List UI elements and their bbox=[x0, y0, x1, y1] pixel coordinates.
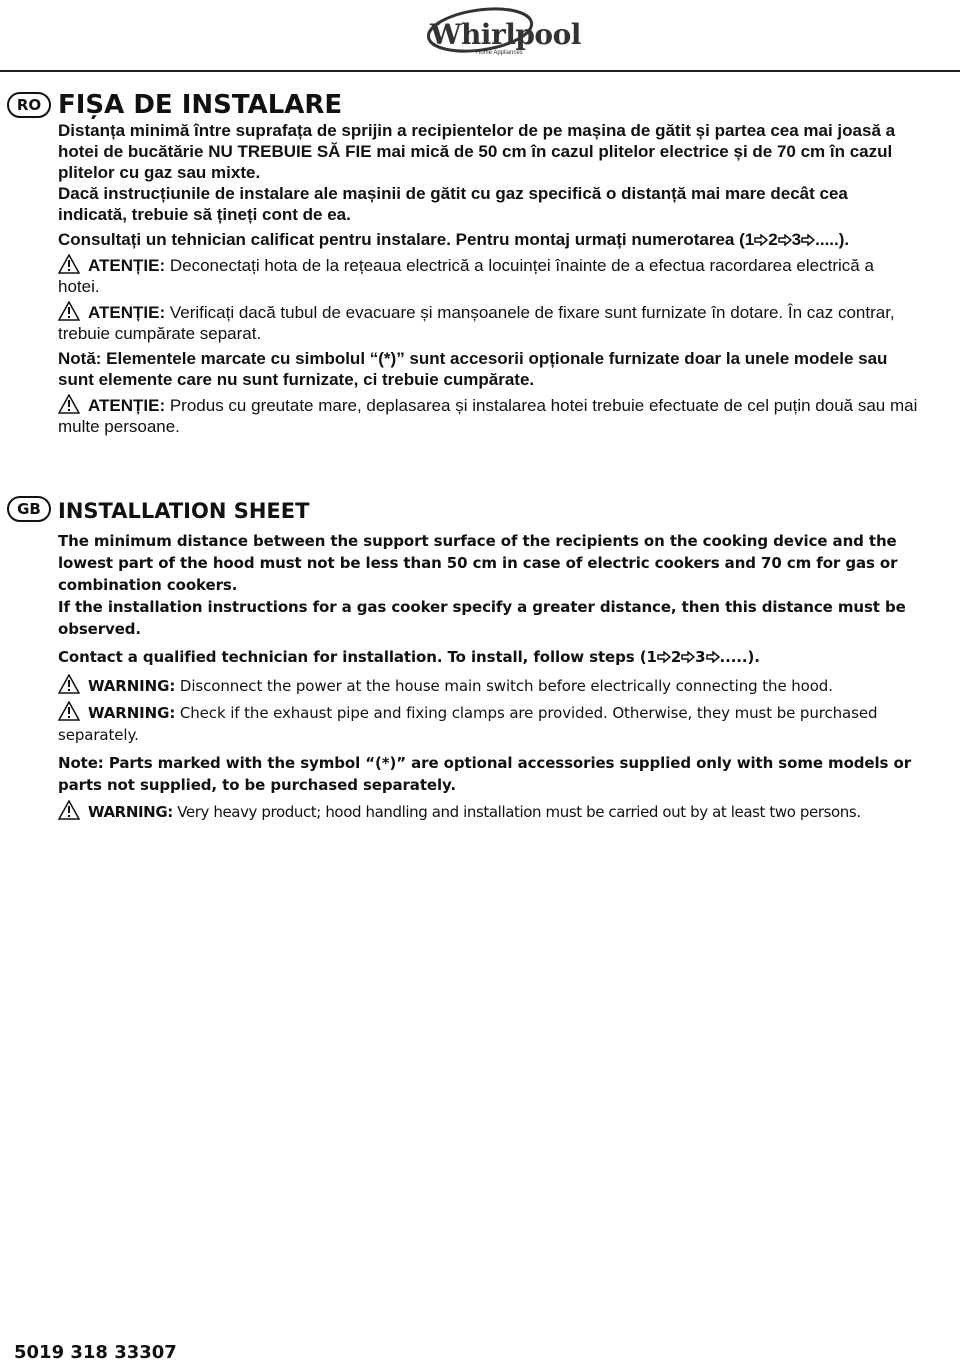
warning-triangle-icon bbox=[58, 254, 80, 274]
arrow-right-icon bbox=[801, 234, 815, 246]
ro-paragraph-technician: Consultați un tehnician calificat pentru instalare. Pentru montaj urmați numerotarea (1 2 3 .....). bbox=[58, 230, 850, 249]
section-gb bbox=[58, 496, 918, 823]
whirlpool-logo bbox=[420, 2, 581, 68]
section-title-gb: INSTALLATION SHEET bbox=[58, 499, 310, 523]
gb-warning-disconnect: WARNING: Disconnect the power at the house main switch before electrically connecting the hood. bbox=[58, 674, 918, 697]
gb-paragraph-distance: The minimum distance between the support surface of the recipients on the cooking device and the lowest part of the hood must not be less than 50 cm in case of electric cookers and 70 cm for gas or combination cookers. bbox=[58, 532, 898, 594]
gb-note: Note: Parts marked with the symbol “(*)” are optional accessories supplied only with some models or parts not supplied, to be purchased separately. bbox=[58, 754, 911, 794]
logo-tagline: Home Appliances bbox=[476, 50, 523, 56]
warning-triangle-icon bbox=[58, 301, 80, 321]
document-code: 5019 318 33307 bbox=[14, 1342, 177, 1363]
warning-triangle-icon bbox=[58, 701, 80, 721]
warning-triangle-icon bbox=[58, 800, 80, 820]
header bbox=[0, 0, 960, 72]
ro-paragraph-gas: Dacă instrucțiunile de instalare ale mașinii de gătit cu gaz specifică o distanță mai mare decât cea indicată, trebuie să țineți cont de ea. bbox=[58, 184, 848, 224]
ro-paragraph-distance: Distanța minimă între suprafața de sprijin a recipientelor de pe mașina de gătit și partea cea mai joasă a hotei de bucătărie NU TREBUIE SĂ FIE mai mică de 50 cm în cazul plitelor electrice și de 70 cm în cazul plitelor cu gaz sau mixte. bbox=[58, 121, 896, 182]
warning-triangle-icon bbox=[58, 394, 80, 414]
ro-warning-exhaust: ATENȚIE: Verificați dacă tubul de evacuare și manșoanele de fixare sunt furnizate în dotare. În caz contrar, trebuie cumpărate separat. bbox=[58, 303, 895, 343]
arrow-right-icon bbox=[754, 234, 768, 246]
arrow-right-icon bbox=[706, 651, 720, 663]
lang-badge-ro: RO bbox=[7, 92, 51, 118]
ro-warning-disconnect: ATENȚIE: Deconectați hota de la rețeaua electrică a locuinței înainte de a efectua racordarea electrică a hotei. bbox=[58, 256, 874, 296]
arrow-right-icon bbox=[657, 651, 671, 663]
gb-paragraph-gas: If the installation instructions for a gas cooker specify a greater distance, then this distance must be observed. bbox=[58, 598, 906, 638]
section-title-ro: FIȘA DE INSTALARE bbox=[58, 90, 343, 120]
warning-triangle-icon bbox=[58, 674, 80, 694]
ro-warning-weight: ATENȚIE: Produs cu greutate mare, deplasarea și instalarea hotei trebuie efectuate de cel puțin două sau mai multe persoane. bbox=[58, 396, 918, 436]
lang-badge-gb: GB bbox=[7, 496, 51, 522]
arrow-right-icon bbox=[681, 651, 695, 663]
gb-warning-exhaust: WARNING: Check if the exhaust pipe and fixing clamps are provided. Otherwise, they must be purchased separately. bbox=[58, 701, 918, 746]
header-divider bbox=[0, 70, 960, 72]
ro-note: Notă: Elementele marcate cu simbolul “(*)” sunt accesorii opționale furnizate doar la unele modele sau sunt elemente care nu sunt furnizate, ci trebuie cumpărate. bbox=[58, 349, 888, 389]
gb-warning-weight: WARNING: Very heavy product; hood handling and installation must be carried out by at least two persons. bbox=[58, 800, 918, 823]
arrow-right-icon bbox=[778, 234, 792, 246]
logo-wordmark: Whirlpool bbox=[430, 18, 581, 51]
gb-paragraph-technician: Contact a qualified technician for installation. To install, follow steps (1 2 3 .....). bbox=[58, 648, 760, 666]
section-ro bbox=[58, 90, 918, 437]
